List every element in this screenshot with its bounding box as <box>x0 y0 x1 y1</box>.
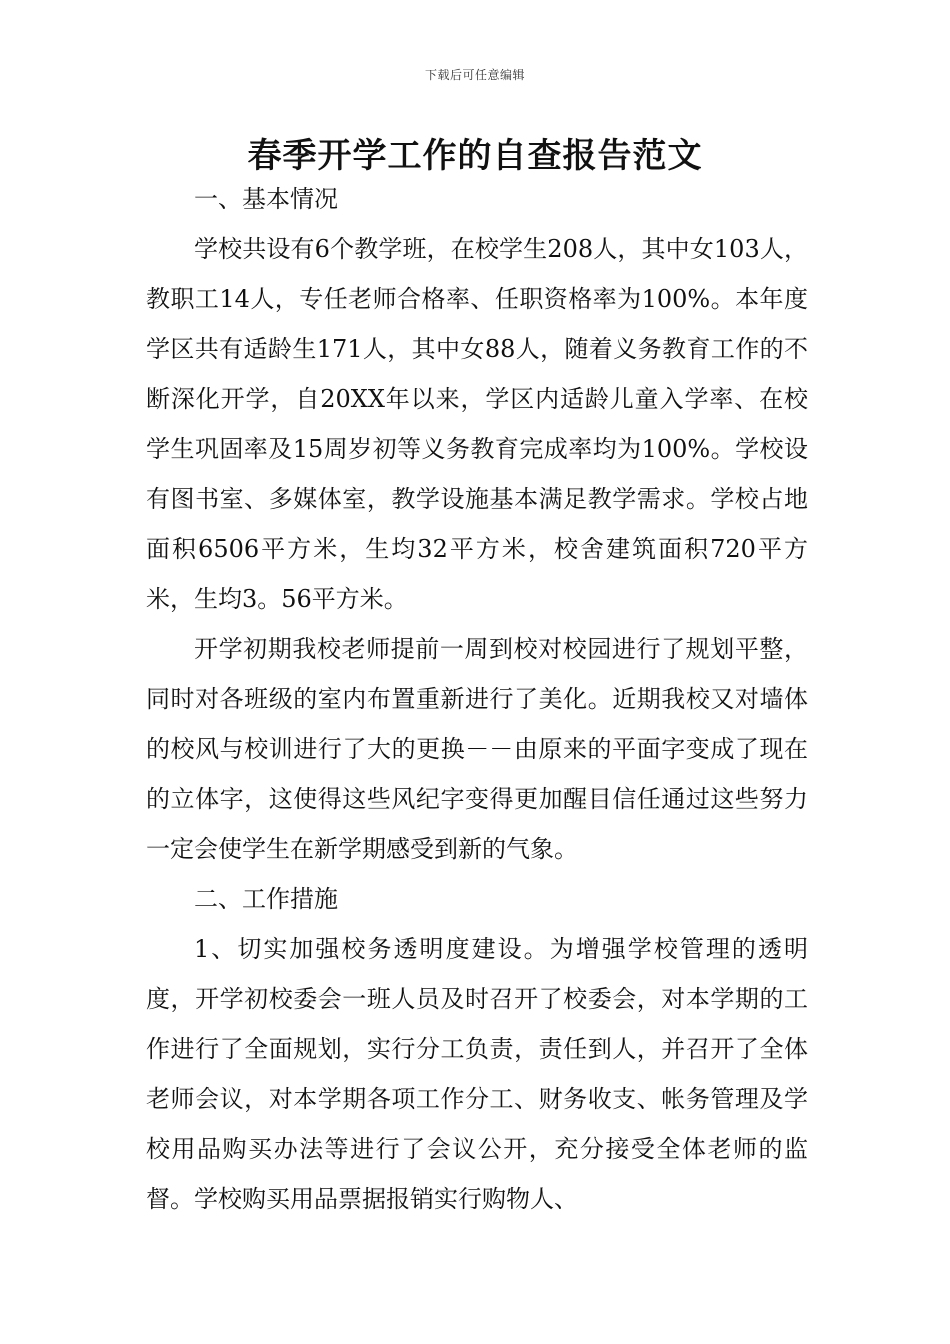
paragraph-basic-info-2: 开学初期我校老师提前一周到校对校园进行了规划平整，同时对各班级的室内布置重新进行了美化。近期我校又对墙体的校风与校训进行了大的更换－－由原来的平面字变成了现在的立体字，这使得这些风纪字变得更加醒目信任通过这些努力一定会使学生在新学期感受到新的气象。 <box>146 635 808 863</box>
document-title: 春季开学工作的自查报告范文 <box>247 136 703 176</box>
paragraph-measures-1: 1、切实加强校务透明度建设。为增强学校管理的透明度，开学初校委会一班人员及时召开了校委会，对本学期的工作进行了全面规划，实行分工负责，责任到人，并召开了全体老师会议，对本学期各项工作分工、财务收支、帐务管理及学校用品购买办法等进行了会议公开，充分接受全体老师的监督。学校购买用品票据报销实行购物人、 <box>146 935 808 1213</box>
section-heading-basic-info: 一、基本情况 <box>194 185 338 213</box>
paragraph-basic-info-1: 学校共设有6个教学班，在校学生208人，其中女103人，教职工14人，专任老师合格率、任职资格率为100%。本年度学区共有适龄生171人，其中女88人，随着义务教育工作的不断深化开学，自20XX年以来，学区内适龄儿童入学率、在校学生巩固率及15周岁初等义务教育完成率均为100%。学校设有图书室、多媒体室，教学设施基本满足教学需求。学校占地面积6506平方米，生均32平方米，校舍建筑面积720平方米，生均3。56平方米。 <box>146 235 808 613</box>
page-header-note: 下载后可任意编辑 <box>424 68 525 82</box>
section-heading-measures: 二、工作措施 <box>194 885 338 913</box>
document-body <box>146 174 808 1224</box>
